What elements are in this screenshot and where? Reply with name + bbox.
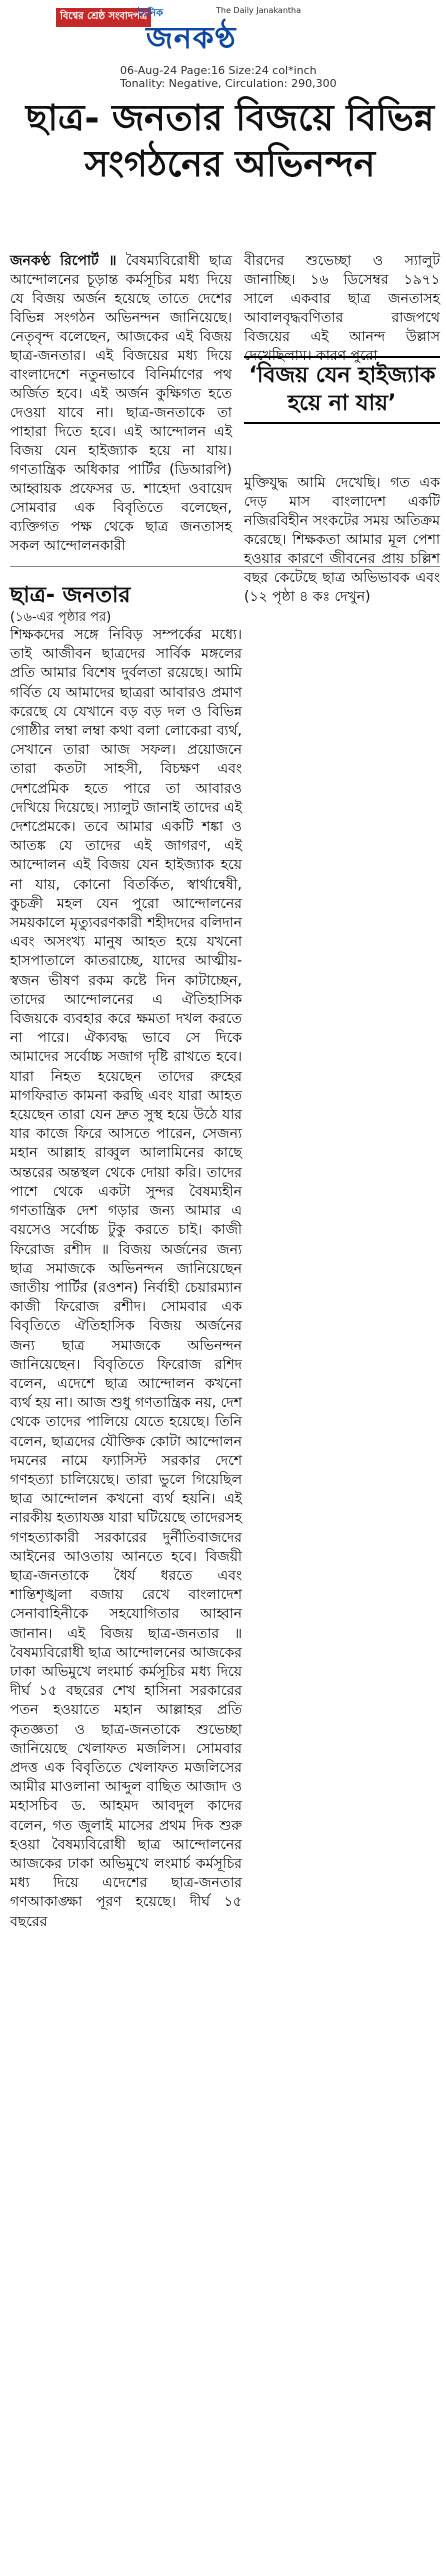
logo-daily: দৈনিক: [138, 8, 164, 19]
section-divider: [10, 566, 440, 567]
article-right-column: [244, 252, 440, 366]
right-column-text: বীরদের শুভেচ্ছা ও স্যালুট জানাচ্ছি। ১৬ ডিসেম্বর ১৯৭১ সালে একবার ছাত্র জনতাসহ আবালবৃদ্ধবণিতার রাজপথে বিজয়ের এই আনন্দ উল্লাস দেখেছিলাম। কারণ পুরো: [244, 253, 440, 364]
article-headline: ছাত্র- জনতার বিজয়ে বিভিন্ন সংগঠনের অভিনন্দন: [25, 98, 435, 185]
logo-tagline: বিশ্বের শ্রেষ্ঠ সংবাদপত্র: [56, 8, 151, 27]
meta-page-info: 06-Aug-24 Page:16 Size:24 col*inch: [120, 64, 317, 77]
article-left-column: [10, 252, 232, 556]
clipping-header: [0, 0, 446, 185]
continuation-body-text: শিক্ষকদের সঙ্গে নিবিড় সম্পর্কের মধ্যে। তাই আজীবন ছাত্রদের সার্বিক মঙ্গলের প্রতি আমার বিশেষ দুর্বলতা রয়েছে। আমি গর্বিত যে আমাদের ছাত্ররা আবারও প্রমাণ করেছে যে যেখানে বড় বড় দল ও বিভিন্ন গোষ্ঠীর লম্বা লম্বা কথা বলা লোকেরা ব্যর্থ, সেখানে তারা আজ সফল। প্রয়োজনে তারা কতটা সাহসী, বিচক্ষণ এবং দেশপ্রেমিক হতে পারে তা আবারও দেখিয়ে দিয়েছে। স্যালুট জানাই তাদের এই দেশপ্রেমকে। তবে আমার একটি শঙ্কা ও আতঙ্ক যে তাদের এই জাগরণ, এই আন্দোলন এই বিজয় যেন হাইজ্যাক হয়ে না যায়, কোনো বিতর্কিত, স্বার্থান্বেষী, কুচক্রী মহল যেন পুরো আন্দোলনের সময়কালে মৃত্যুবরণকারী শহীদদের বলিদান এবং অসংখ্য মানুষ আহত হয়ে যখনো হাসপাতালে কাতরাচ্ছে, যাদের আত্মীয়-স্বজন ভীষণ রকম কষ্টে দিন কাটাচ্ছেন, তাদের আন্দোলনের এ ঐতিহাসিক বিজয়কে ব্যবহার করে ক্ষমতা দখল করতে না পারে। ঐক্যবদ্ধ ভাবে সে দিকে আমাদের সর্বোচ্চ সজাগ দৃষ্টি রাখতে হবে। যারা নিহত হয়েছেন তাদের রুহের মাগফিরাত কামনা করছি এবং যারা আহত হয়েছেন তারা যেন দ্রুত সুস্থ হয়ে উঠে যার যার কাজে ফিরে আসতে পারেন, সেজন্য মহান আল্লাহ রাব্বুল আলামিনের কাছে অন্তরের অন্তস্থল থেকে দোয়া করি। তাদের পাশে থেকে একটা সুন্দর বৈষম্যহীন গণতান্ত্রিক দেশ গড়ার জন্য আমার এ বয়সেও সর্বোচ্চ টুকু করতে চাই। কাজী ফিরোজ রশীদ ॥ বিজয় অর্জনের জন্য ছাত্র সমাজকে অভিনন্দন জানিয়েছেন জাতীয় পার্টির (রওশন) নির্বাহী চেয়ারম্যান কাজী ফিরোজ রশীদ। সোমবার এক বিবৃতিতে ঐতিহাসিক বিজয় অর্জনের জন্য ছাত্র সমাজকে অভিনন্দন জানিয়েছেন। বিবৃতিতে ফিরোজ রশিদ বলেন, এদেশে ছাত্র আন্দোলন কখনো ব্যর্থ হয় না। আজ শুধু গণতান্ত্রিক নয়, দেশ থেকে তাদের পালিয়ে যেতে হয়েছে। তিনি বলেন, ছাত্রদের যৌক্তিক কোটা আন্দোলন দমনের নামে ফ্যাসিস্ট সরকার দেশে গণহত্যা চালিয়েছে। তারা ভুলে গিয়েছিল ছাত্র আন্দোলন কখনো ব্যর্থ হয়নি। এই নারকীয় হত্যাযজ্ঞ যারা ঘটিয়েছে তাদেরসহ গণহত্যাকারী সরকারের দুর্নীতিবাজদের আইনের আওতায় আনতে হবে। বিজয়ী ছাত্র-জনতাকে ধৈর্য ধরতে এবং শান্তিশৃঙ্খলা বজায় রেখে বাংলাদেশ সেনাবাহিনীকে সহযোগিতার আহ্বান জানান। এই বিজয় ছাত্র-জনতার ॥ বৈষম্যবিরোধী ছাত্র আন্দোলনের আজকের ঢাকা অভিমুখে লংমার্চ কর্মসূচির মধ্য দিয়ে দীর্ঘ ১৫ বছরের শেখ হাসিনা সরকারের পতন হওয়াতে মহান আল্লাহর প্রতি কৃতজ্ঞতা ও ছাত্র-জনতাকে শুভেচ্ছা জানিয়েছে খেলাফত মজলিস। সোমবার প্রদত্ত এক বিবৃতিতে খেলাফত মজলিসের আমীর মাওলানা আব্দুল বাছিত আজাদ ও মহাসচিব ড. আহমদ আবদুল কাদের বলেন, গত জুলাই মাসের প্রথম দিক শুরু হওয়া বৈষম্যবিরোধী ছাত্র আন্দোলনের আজকের ঢাকা অভিমুখে লংমার্চ কর্মসূচির মধ্য দিয়ে এদেশের ছাত্র-জনতার গণআকাঙ্ক্ষা পূরণ হয়েছে। দীর্ঘ ১৫ বছরের: [10, 627, 242, 1930]
pull-quote: ‘বিজয় যেন হাইজ্যাক হয়ে না যায়’: [244, 356, 440, 424]
left-column-text-2: গণতান্ত্রিক অধিকার পার্টির (ডিআরপি) আহ্বায়ক প্রফেসর ড. শাহেদা ওবায়েদ সোমবার এক বিবৃতিতে বলেছেন, ব্যক্তিগত পক্ষ থেকে ছাত্র জনতাসহ সকল আন্দোলনকারী: [10, 462, 232, 554]
meta-tonality: Tonality: Negative, Circulation: 290,300: [120, 77, 337, 90]
article-byline: জনকণ্ঠ রিপোর্ট ॥: [10, 253, 117, 269]
left-column-text: বৈষম্যবিরোধী ছাত্র আন্দোলনের চূড়ান্ত কর্মসূচির মধ্য দিয়ে যে বিজয় অর্জন হয়েছে তাতে দেশের বিভিন্ন সংগঠন অভিনন্দন জানিয়েছে। নেতৃবৃন্দ বলেছেন, আজকের এই বিজয় ছাত্র-জনতার। এই বিজয়ের মধ্য দিয়ে বাংলাদেশে নতুনভাবে বিনির্মাণের পথ অর্জিত হবে। এই অর্জন কুক্ষিগত হতে দেওয়া যাবে না। ছাত্র-জনতাকে তা পাহারা দিতে হবে। এই আন্দোলন এই বিজয় যেন হাইজ্যাক হয়ে না যায়।: [10, 253, 232, 459]
logo-english: The Daily Janakantha: [216, 6, 302, 15]
continuation-body: [10, 626, 242, 1932]
right-column-text-2: মুক্তিযুদ্ধ আমি দেখেছি। গত এক দেড় মাস বাংলাদেশ একটি নজিরবিহীন সংকটের সময় অতিক্রম করেছে। শিক্ষকতা আমার মূল পেশা হওয়ার কারণে জীবনের প্রায় চল্লিশ বছর কেটেছে ছাত্র অভিভাবক এবং (১২ পৃষ্ঠা ৪ কঃ দেখুন): [244, 475, 440, 605]
clipping-meta: [120, 64, 337, 90]
logo-name: জনকণ্ঠ: [146, 21, 237, 56]
continuation-note: (১৬-এর পৃষ্ঠার পর): [10, 610, 112, 625]
continuation-section-title: ছাত্র- জনতার: [10, 583, 131, 608]
newspaper-logo: [56, 6, 306, 56]
